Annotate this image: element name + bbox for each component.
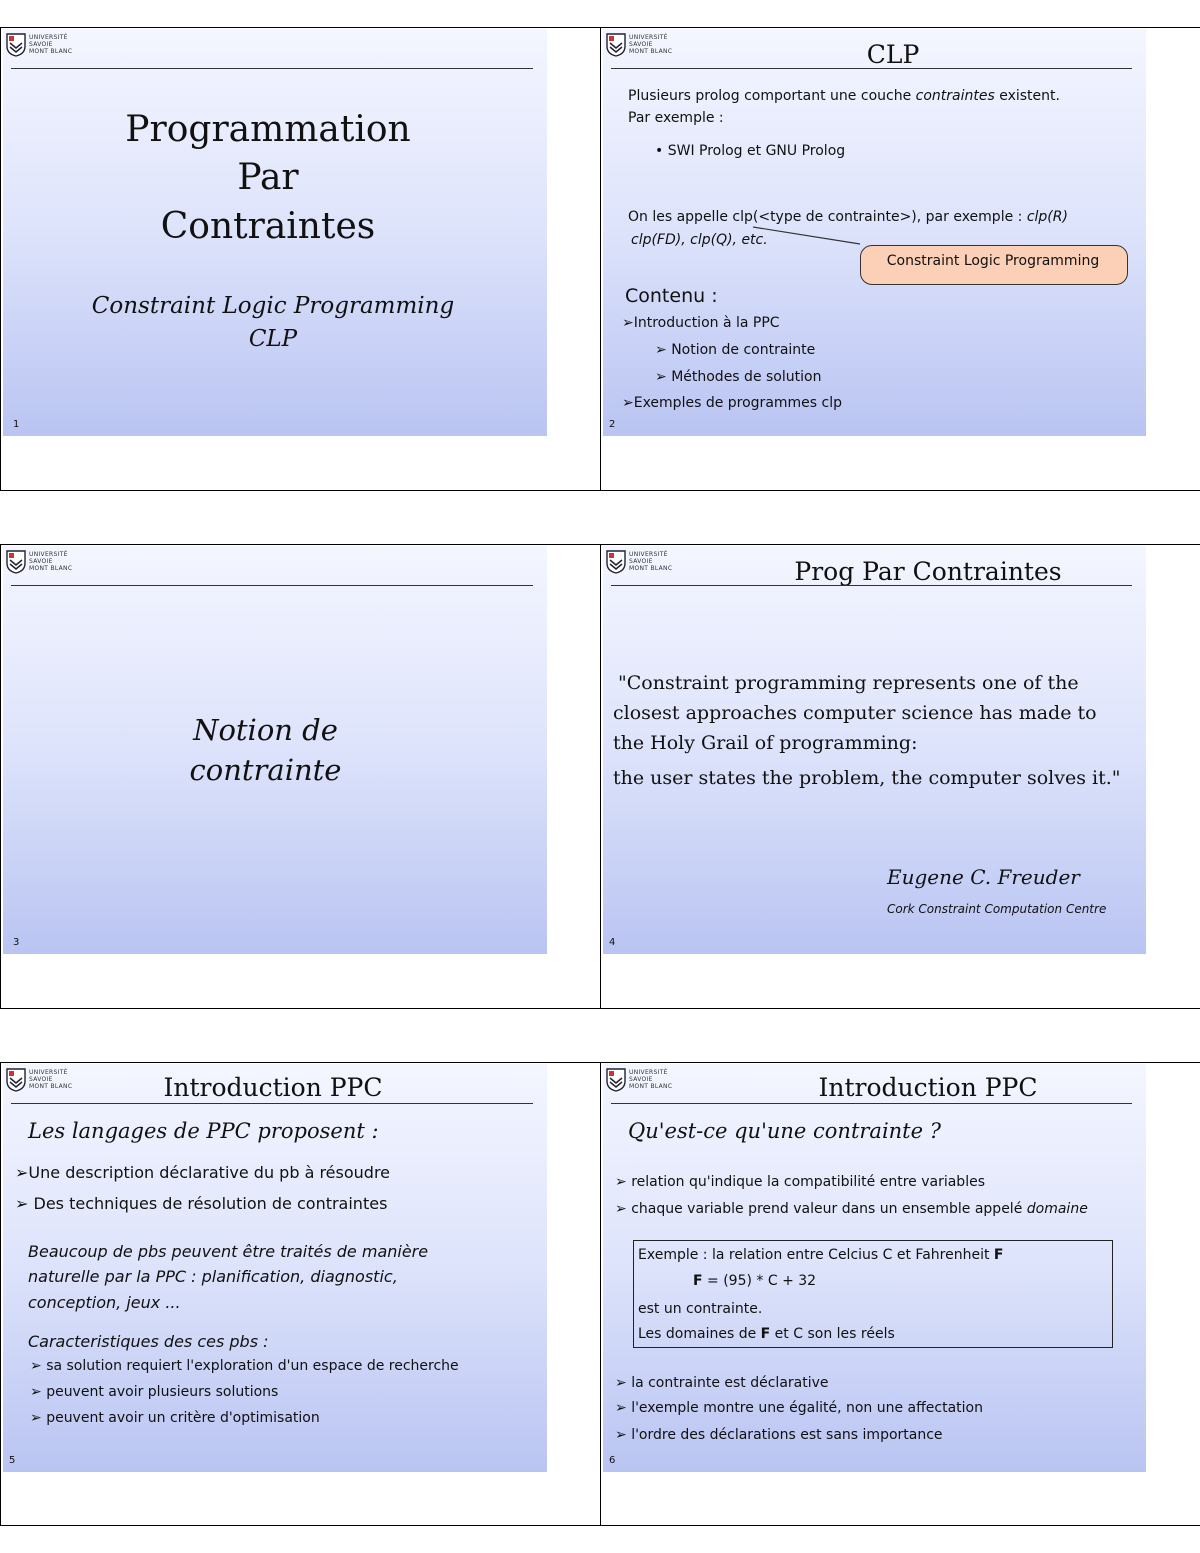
contents-item-label: Exemples de programmes clp	[633, 395, 842, 411]
arrow-bullet-icon: ➢	[615, 1201, 632, 1217]
intro-text-c: existent.	[994, 88, 1060, 104]
shield-icon	[6, 550, 26, 574]
slide-6	[603, 1064, 1146, 1472]
title-line: Contraintes	[160, 206, 376, 247]
logo-line: UNIVERSITÉ	[629, 34, 668, 41]
title-rule	[11, 585, 533, 586]
list-item	[615, 1427, 943, 1443]
quote-line: the Holy Grail of programming:	[613, 732, 918, 754]
logo-line: UNIVERSITÉ	[629, 1069, 668, 1076]
arrow-bullet-icon: ➢	[30, 1358, 47, 1374]
char-item-label: sa solution requiert l'exploration d'un espace de recherche	[46, 1358, 459, 1374]
quote-affiliation: Cork Constraint Computation Centre	[887, 902, 1107, 916]
arrow-bullet-icon: ➢	[15, 1163, 29, 1182]
slide-title: CLP	[866, 40, 920, 69]
clp-text-b: clp(R)	[1026, 209, 1068, 225]
intro-text-a: Plusieurs prolog comportant une couche	[628, 88, 916, 104]
arrow-bullet-icon: ➢	[622, 395, 634, 411]
logo-line: UNIVERSITÉ	[29, 34, 68, 41]
list-item-label: chaque variable prend valeur dans un ensemble appelé	[631, 1201, 1027, 1217]
logo-line: SAVOIE	[29, 41, 53, 48]
intro-text-b: contraintes	[915, 88, 995, 104]
list-item-label: Des techniques de résolution de contraintes	[33, 1194, 388, 1213]
list-item-label: la contrainte est déclarative	[631, 1375, 829, 1391]
char-item-label: peuvent avoir plusieurs solutions	[46, 1384, 279, 1400]
para-line: conception, jeux ...	[28, 1293, 181, 1312]
arrow-bullet-icon: ➢	[30, 1384, 47, 1400]
quote-line: closest approaches computer science has made to	[613, 702, 1097, 724]
example-line-b: F	[993, 1247, 1004, 1263]
list-item-label: l'exemple montre une égalité, non une affectation	[631, 1400, 983, 1416]
slide-5	[3, 1064, 547, 1472]
section-title-line: Notion de	[193, 713, 338, 747]
list-item	[615, 1174, 985, 1190]
shield-icon	[606, 550, 626, 574]
logo-line: UNIVERSITÉ	[629, 551, 668, 558]
slide-number: 1	[13, 419, 20, 430]
shield-icon	[6, 1068, 26, 1092]
clp-examples: clp(FD), clp(Q), etc.	[631, 232, 768, 248]
contents-item-label: Notion de contrainte	[671, 342, 816, 358]
subtitle-line: CLP	[248, 326, 298, 352]
arrow-bullet-icon: ➢	[622, 315, 634, 331]
list-item	[615, 1400, 983, 1416]
slide-number: 6	[609, 1455, 616, 1466]
example-formula-rest: = (95) * C + 32	[702, 1273, 817, 1289]
university-logo	[6, 1067, 90, 1095]
shield-icon	[606, 1068, 626, 1092]
quote-line: the user states the problem, the computer solves it."	[613, 767, 1121, 789]
arrow-bullet-icon: ➢	[30, 1410, 47, 1426]
university-logo	[6, 549, 90, 577]
example-line-a: Les domaines de	[638, 1326, 761, 1342]
bullet-item: • SWI Prolog et GNU Prolog	[655, 143, 846, 159]
arrow-bullet-icon: ➢	[615, 1174, 632, 1190]
char-item-label: peuvent avoir un critère d'optimisation	[46, 1410, 320, 1426]
example-line: est un contrainte.	[638, 1301, 763, 1317]
logo-line: SAVOIE	[629, 558, 653, 565]
list-item-emphasis: domaine	[1026, 1201, 1088, 1217]
para-line: Beaucoup de pbs peuvent être traités de manière	[28, 1242, 429, 1261]
arrow-bullet-icon: ➢	[615, 1375, 632, 1391]
title-rule	[11, 68, 533, 69]
university-logo	[6, 32, 90, 60]
char-heading: Caracteristiques des ces pbs :	[28, 1332, 269, 1351]
section-title-line: contrainte	[189, 753, 342, 787]
example-line-a: Exemple : la relation entre Celcius C et Fahrenheit	[638, 1247, 994, 1263]
clp-text-a: On les appelle clp(<type de contrainte>), par exemple :	[628, 209, 1027, 225]
list-item-label: l'ordre des déclarations est sans importance	[631, 1427, 943, 1443]
slide-number: 2	[609, 419, 616, 430]
list-item	[15, 1163, 390, 1182]
char-item	[30, 1358, 459, 1374]
arrow-bullet-icon: ➢	[15, 1194, 34, 1213]
para-line: naturelle par la PPC : planification, diagnostic,	[28, 1267, 398, 1286]
logo-line: UNIVERSITÉ	[29, 1069, 68, 1076]
list-item-label: relation qu'indique la compatibilité entre variables	[631, 1174, 985, 1190]
example-label: Par exemple :	[628, 110, 724, 126]
shield-icon	[6, 33, 26, 57]
quote-line: "Constraint programming represents one of the	[618, 672, 1079, 694]
quote-author: Eugene C. Freuder	[887, 865, 1080, 889]
logo-line: MONT BLANC	[629, 565, 673, 572]
contents-item-label: Introduction à la PPC	[633, 315, 780, 331]
arrow-bullet-icon: ➢	[655, 369, 672, 385]
example-line-b: F	[760, 1326, 771, 1342]
title-line: Programmation	[125, 109, 411, 150]
list-item	[15, 1194, 387, 1213]
logo-line: MONT BLANC	[629, 1083, 673, 1090]
example-line	[638, 1326, 895, 1342]
slide-title: Introduction PPC	[818, 1073, 1038, 1102]
slide-3	[3, 546, 547, 954]
slide-number: 4	[609, 937, 616, 948]
contents-item-label: Méthodes de solution	[671, 369, 822, 385]
char-item	[30, 1384, 278, 1400]
logo-line: UNIVERSITÉ	[29, 551, 68, 558]
example-formula	[693, 1273, 816, 1289]
title-rule	[11, 1103, 533, 1104]
contents-item	[655, 342, 815, 358]
logo-line: SAVOIE	[629, 41, 653, 48]
contents-item	[655, 369, 821, 385]
logo-line: SAVOIE	[29, 558, 53, 565]
example-formula-var: F	[693, 1273, 703, 1289]
example-line	[638, 1247, 1003, 1263]
university-logo	[606, 549, 690, 577]
callout-text: Constraint Logic Programming	[886, 253, 1100, 269]
list-item	[615, 1201, 1088, 1217]
section-heading: Qu'est-ce qu'une contrainte ?	[628, 1119, 941, 1143]
logo-line: SAVOIE	[629, 1076, 653, 1083]
list-item	[615, 1375, 829, 1391]
contents-item	[622, 395, 842, 411]
title-line: Par	[237, 157, 299, 198]
contents-item	[622, 315, 780, 331]
char-item	[30, 1410, 320, 1426]
slide-1	[3, 29, 547, 436]
title-rule	[611, 585, 1132, 586]
section-heading: Les langages de PPC proposent :	[28, 1119, 379, 1143]
slide-title: Introduction PPC	[163, 1073, 383, 1102]
university-logo	[606, 1067, 690, 1095]
slide-2	[603, 29, 1146, 436]
slide-4	[603, 546, 1146, 954]
list-item-label: Une description déclarative du pb à résoudre	[28, 1163, 391, 1182]
logo-line: MONT BLANC	[29, 1083, 73, 1090]
slide-number: 5	[9, 1455, 16, 1466]
logo-line: MONT BLANC	[629, 48, 673, 55]
slide-number: 3	[13, 937, 20, 948]
arrow-bullet-icon: ➢	[615, 1400, 632, 1416]
arrow-bullet-icon: ➢	[655, 342, 672, 358]
title-rule	[611, 1103, 1132, 1104]
logo-line: MONT BLANC	[29, 48, 73, 55]
subtitle-line: Constraint Logic Programming	[91, 293, 455, 319]
arrow-bullet-icon: ➢	[615, 1427, 632, 1443]
logo-line: SAVOIE	[29, 1076, 53, 1083]
slide-title: Prog Par Contraintes	[794, 557, 1062, 586]
example-line-c: et C son les réels	[770, 1326, 895, 1342]
contenu-heading: Contenu :	[625, 285, 718, 307]
logo-line: MONT BLANC	[29, 565, 73, 572]
